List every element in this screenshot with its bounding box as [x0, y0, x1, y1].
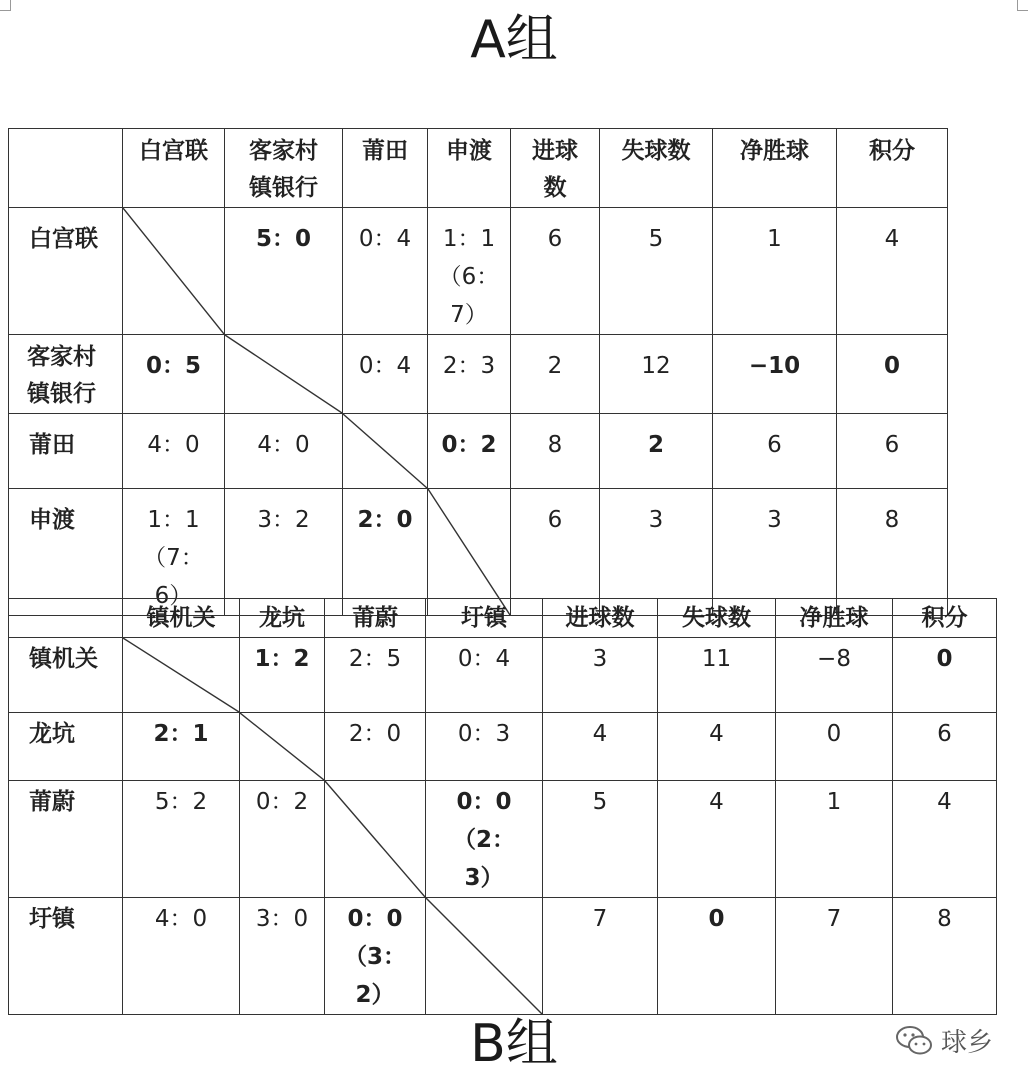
col-header-goals-against: 失球数 — [658, 599, 776, 638]
goals-for-cell: 4 — [543, 713, 658, 781]
diagonal-cell — [325, 781, 426, 898]
points-cell: 4 — [893, 781, 997, 898]
points-cell: 8 — [837, 489, 948, 616]
score-cell: 2：0 — [343, 489, 428, 616]
table-row — [9, 638, 997, 713]
goal-difference-cell: 7 — [776, 898, 893, 1015]
col-header-goals-for: 进球 数 — [511, 129, 600, 208]
col-header: 申渡 — [428, 129, 511, 208]
goals-against-cell: 4 — [658, 781, 776, 898]
score-cell: 0：0 （3： 2） — [325, 898, 426, 1015]
score-cell: 4：0 — [123, 898, 240, 1015]
points-cell: 8 — [893, 898, 997, 1015]
score-cell: 5：2 — [123, 781, 240, 898]
goals-for-cell: 8 — [511, 414, 600, 489]
goals-against-cell: 4 — [658, 713, 776, 781]
score-cell: 1：1 （7： 6） — [123, 489, 225, 616]
group-b-title: B组 — [470, 1014, 558, 1074]
goals-against-cell: 2 — [600, 414, 713, 489]
score-cell: 5：0 — [225, 208, 343, 335]
header-row — [9, 129, 948, 208]
header-row — [9, 599, 997, 638]
score-cell: 4：0 — [123, 414, 225, 489]
goals-for-cell: 5 — [543, 781, 658, 898]
col-header-points: 积分 — [837, 129, 948, 208]
points-cell: 6 — [837, 414, 948, 489]
table-row — [9, 208, 948, 335]
table-row — [9, 713, 997, 781]
score-cell: 3：0 — [240, 898, 325, 1015]
goal-difference-cell: 6 — [713, 414, 837, 489]
wechat-icon — [895, 1024, 935, 1058]
diagonal-cell — [240, 713, 325, 781]
score-cell: 2：3 — [428, 335, 511, 414]
goal-difference-cell: 1 — [776, 781, 893, 898]
col-header: 圩镇 — [426, 599, 543, 638]
goal-difference-cell: 3 — [713, 489, 837, 616]
col-header-goals-for: 进球数 — [543, 599, 658, 638]
goals-against-cell: 0 — [658, 898, 776, 1015]
goals-for-cell: 6 — [511, 489, 600, 616]
col-header-goals-against: 失球数 — [600, 129, 713, 208]
group-a-title: A组 — [470, 10, 558, 70]
goals-against-cell: 3 — [600, 489, 713, 616]
col-header: 龙坑 — [240, 599, 325, 638]
col-header: 莆蔚 — [325, 599, 426, 638]
watermark-text: 球乡 — [941, 1028, 994, 1058]
score-cell: 0：4 — [343, 208, 428, 335]
col-header: 镇机关 — [123, 599, 240, 638]
goal-difference-cell: 1 — [713, 208, 837, 335]
score-cell: 0：2 — [240, 781, 325, 898]
goals-against-cell: 5 — [600, 208, 713, 335]
watermark — [895, 1022, 993, 1059]
corner-cell — [9, 129, 123, 208]
col-header-goal-difference: 净胜球 — [713, 129, 837, 208]
goals-for-cell: 7 — [543, 898, 658, 1015]
goal-difference-cell: 0 — [776, 713, 893, 781]
score-cell: 2：0 — [325, 713, 426, 781]
row-team-name: 申渡 — [9, 489, 123, 616]
score-cell: 0：4 — [426, 638, 543, 713]
col-header: 白宫联 — [123, 129, 225, 208]
diagonal-cell — [343, 414, 428, 489]
goals-against-cell: 11 — [658, 638, 776, 713]
table-row — [9, 781, 997, 898]
score-cell: 3：2 — [225, 489, 343, 616]
score-cell: 1：2 — [240, 638, 325, 713]
table-row — [9, 414, 948, 489]
goals-for-cell: 2 — [511, 335, 600, 414]
row-team-name: 莆蔚 — [9, 781, 123, 898]
points-cell: 0 — [893, 638, 997, 713]
table-row — [9, 335, 948, 414]
score-cell: 1：1 （6： 7） — [428, 208, 511, 335]
row-team-name: 客家村 镇银行 — [9, 335, 123, 414]
score-cell: 0：5 — [123, 335, 225, 414]
diagonal-cell — [123, 208, 225, 335]
col-header-goal-difference: 净胜球 — [776, 599, 893, 638]
row-team-name: 圩镇 — [9, 898, 123, 1015]
col-header: 莆田 — [343, 129, 428, 208]
diagonal-cell — [428, 489, 511, 616]
score-cell: 4：0 — [225, 414, 343, 489]
row-team-name: 白宫联 — [9, 208, 123, 335]
diagonal-cell — [225, 335, 343, 414]
table-row — [9, 489, 948, 616]
goals-against-cell: 12 — [600, 335, 713, 414]
goal-difference-cell: −8 — [776, 638, 893, 713]
score-cell: 0：2 — [428, 414, 511, 489]
goals-for-cell: 3 — [543, 638, 658, 713]
diagonal-cell — [426, 898, 543, 1015]
group-a-standings-table — [8, 128, 948, 616]
goal-difference-cell: −10 — [713, 335, 837, 414]
col-header: 客家村 镇银行 — [225, 129, 343, 208]
row-team-name: 莆田 — [9, 414, 123, 489]
corner-cell — [9, 599, 123, 638]
score-cell: 0：4 — [343, 335, 428, 414]
goals-for-cell: 6 — [511, 208, 600, 335]
row-team-name: 镇机关 — [9, 638, 123, 713]
score-cell: 0：0 （2： 3） — [426, 781, 543, 898]
score-cell: 2：5 — [325, 638, 426, 713]
score-cell: 0：3 — [426, 713, 543, 781]
score-cell: 2：1 — [123, 713, 240, 781]
points-cell: 0 — [837, 335, 948, 414]
diagonal-cell — [123, 638, 240, 713]
points-cell: 6 — [893, 713, 997, 781]
points-cell: 4 — [837, 208, 948, 335]
table-row — [9, 898, 997, 1015]
col-header-points: 积分 — [893, 599, 997, 638]
group-b-standings-table — [8, 598, 997, 1015]
row-team-name: 龙坑 — [9, 713, 123, 781]
